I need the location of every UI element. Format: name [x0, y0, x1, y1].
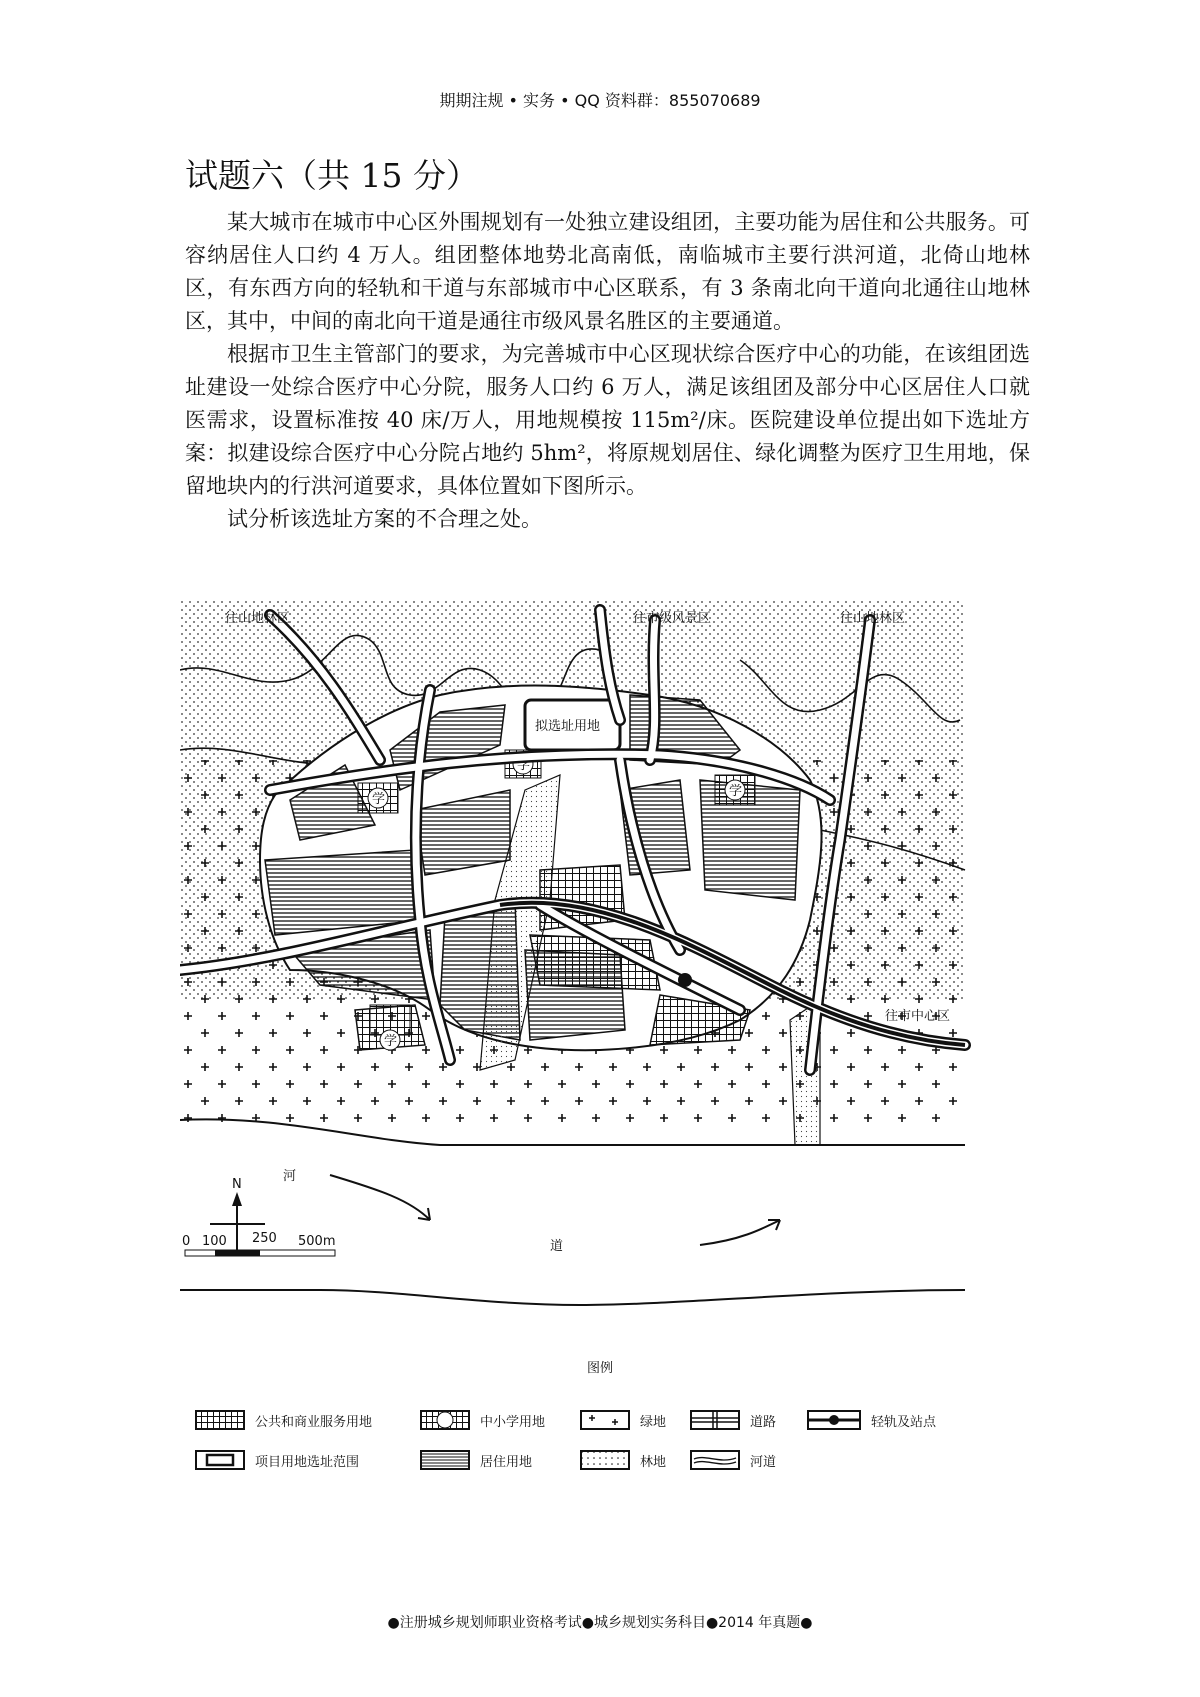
svg-text:学: 学: [517, 758, 531, 773]
flow-arrow: [330, 1175, 430, 1220]
river-label: 道: [550, 1239, 564, 1254]
site-map: [180, 600, 980, 1345]
question-paragraph: 试分析该选址方案的不合理之处。: [227, 507, 542, 531]
flow-arrow: [700, 1220, 780, 1245]
label-east: 往市中心区: [885, 1009, 951, 1024]
page-footer: ●注册城乡规划师职业资格考试●城乡规划实务科目●2014 年真题●: [387, 1615, 813, 1631]
svg-text:0: 0: [182, 1234, 191, 1249]
school-swatch-icon: [420, 1410, 470, 1430]
legend: [195, 1410, 1045, 1500]
scale-bar: [182, 1231, 335, 1256]
site-swatch-icon: [195, 1450, 245, 1470]
school-marker: [715, 775, 755, 805]
legend-item-residential: 居住用地: [420, 1450, 532, 1470]
svg-text:N: N: [232, 1177, 242, 1192]
river-label: 河: [283, 1169, 297, 1184]
label-north-east: 往山地林区: [840, 611, 906, 626]
question-body: [185, 206, 1030, 536]
rail-swatch-icon: [807, 1410, 861, 1430]
forest-swatch-icon: [580, 1450, 630, 1470]
proposed-site-label: 拟选址用地: [535, 719, 601, 734]
road-swatch-icon: [690, 1410, 740, 1430]
legend-title: 图例: [586, 1361, 613, 1376]
residential-swatch-icon: [420, 1450, 470, 1470]
commercial-swatch-icon: [195, 1410, 245, 1430]
legend-item-commercial: 公共和商业服务用地: [195, 1410, 372, 1430]
question-paragraph: 某大城市在城市中心区外围规划有一处独立建设组团，主要功能为居住和公共服务。可容纳居住人口约 4 万人。组团整体地势北高南低，南临城市主要行洪河道，北倚山地林区，有东西方向的轻轨和干道与东部城市中心区联系，有 3 条南北向干道向北通往山地林区，其中，中间的南北向干道是通往市级风景名胜区的主要通道。: [185, 210, 1030, 333]
svg-text:学: 学: [372, 792, 386, 807]
svg-text:学: 学: [384, 1034, 398, 1049]
svg-text:100: 100: [202, 1234, 227, 1249]
svg-text:学: 学: [729, 784, 743, 799]
legend-item-school: 中小学用地: [420, 1410, 545, 1430]
legend-item-rail: 轻轨及站点: [807, 1410, 936, 1430]
page-header: 期期注规 • 实务 • QQ 资料群：855070689: [439, 91, 761, 110]
legend-item-forest: 林地: [580, 1450, 666, 1470]
green-swatch-icon: [580, 1410, 630, 1430]
label-north-west: 往山地林区: [225, 611, 291, 626]
svg-text:250: 250: [252, 1231, 277, 1246]
legend-item-site: 项目用地选址范围: [195, 1450, 359, 1470]
label-north-center: 往市级风景区: [633, 611, 712, 626]
river-swatch-icon: [690, 1450, 740, 1470]
legend-item-road: 道路: [690, 1410, 776, 1430]
question-title: 试题六（共 15 分）: [185, 156, 479, 195]
legend-item-green: 绿地: [580, 1410, 666, 1430]
legend-item-river: 河道: [690, 1450, 776, 1470]
svg-text:500m: 500m: [298, 1234, 336, 1249]
school-marker: [358, 783, 398, 813]
rail-station: [678, 973, 692, 987]
river-bank: [180, 1290, 965, 1305]
question-paragraph: 根据市卫生主管部门的要求，为完善城市中心区现状综合医疗中心的功能，在该组团选址建设一处综合医疗中心分院，服务人口约 6 万人，满足该组团及部分中心区居住人口就医需求，设置标准按 40 床/万人，用地规模按 115m²/床。医院建设单位提出如下选址方案：拟建设综合医疗中心分院占地约 5hm²，将原规划居住、绿化调整为医疗卫生用地，保留地块内的行洪河道要求，具体位置如下图所示。: [185, 342, 1030, 498]
